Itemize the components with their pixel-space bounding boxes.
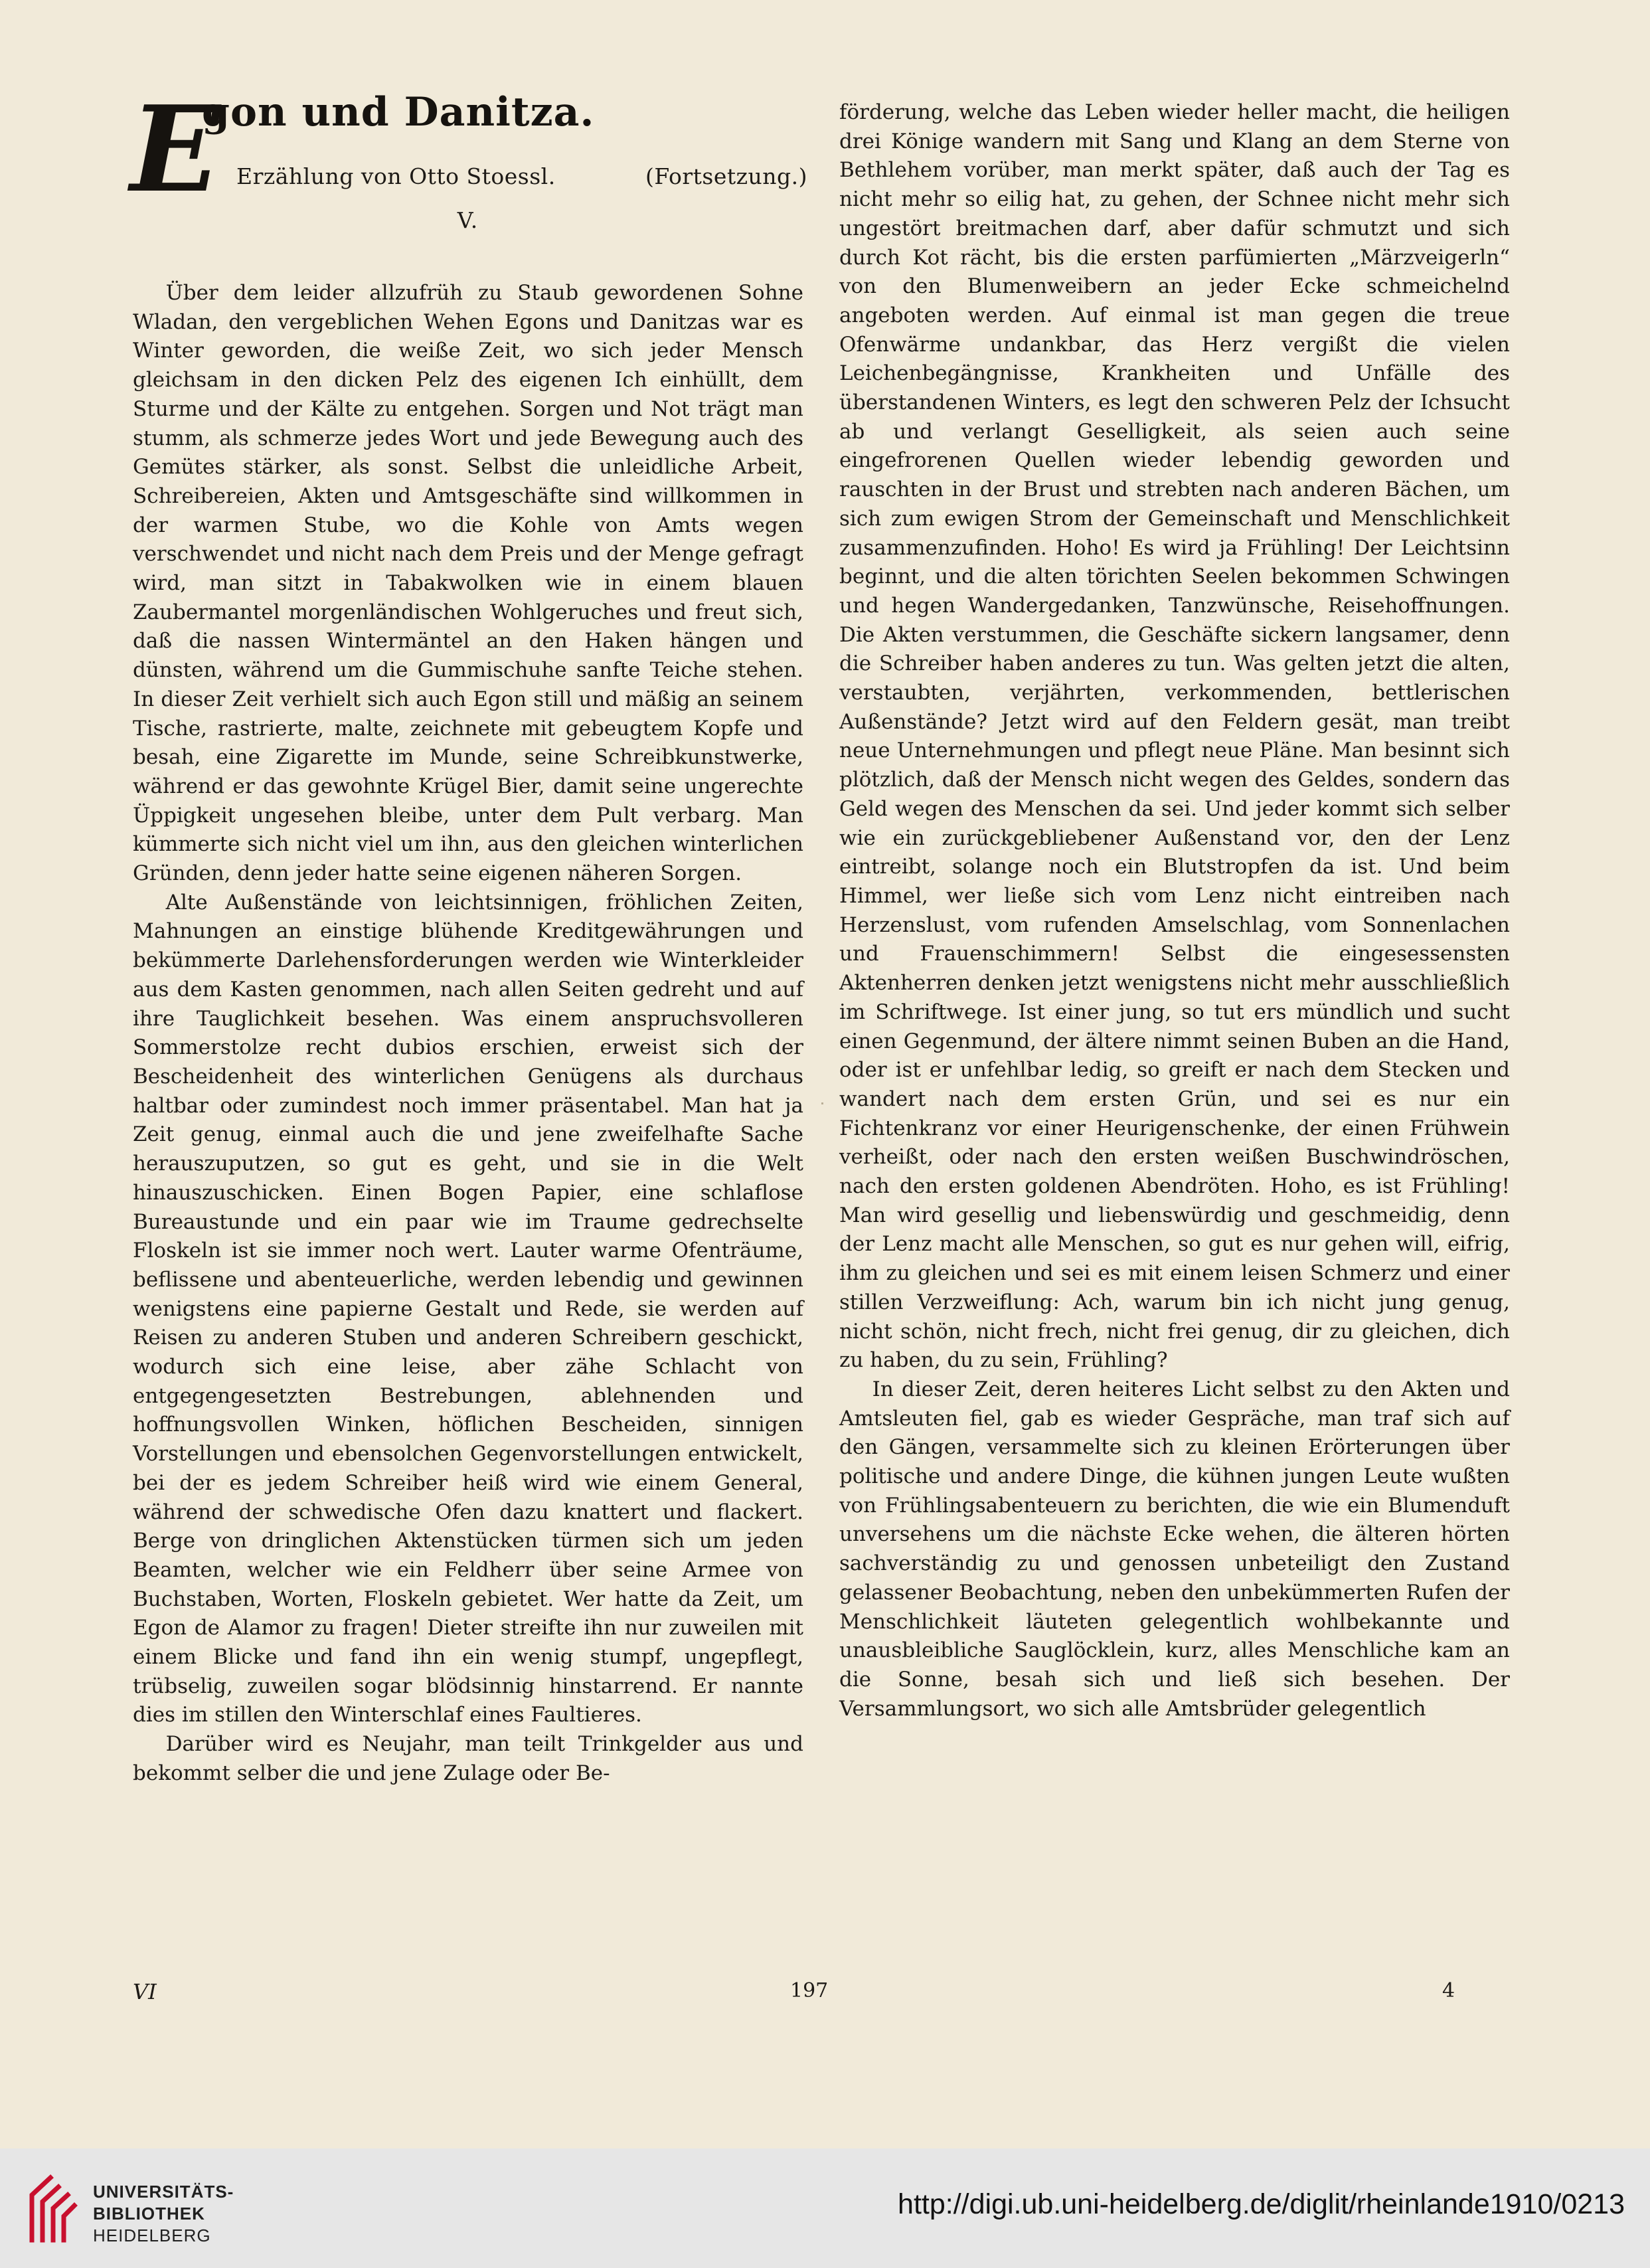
article-subtitle — [236, 162, 807, 191]
library-footer-bar — [0, 2148, 1650, 2268]
paragraph: In dieser Zeit, deren heiteres Licht selbst zu den Akten und Amtsleuten fiel, gab es wieder Gespräche, man traf sich auf den Gängen, versammelte sich zu kleinen Erörterungen über politische und andere Dinge, die kühnen jungen Leute wußten von Frühlingsabenteuern zu berichten, die wie ein Blumenduft unversehens um die nächste Ecke wehen, die älteren hörten sachverständig zu und genossen unbeteiligt den Zustand gelassener Beobachtung, neben den unbekümmerten Rufen der Menschlichkeit läuteten gelegentlich wohlbekannte und unausbleibliche Sauglöcklein, kurz, alles Menschliche kam an die Sonne, besah sich und ließ sich besehen. Der Versammlungsort, wo sich alle Amtsbrüder gelegentlich — [839, 1377, 1510, 1721]
paragraph: Über dem leider allzufrüh zu Staub gewordenen Sohne Wladan, den vergeblichen Wehen Egons und Danitzas war es Winter geworden, die weiße Zeit, wo sich jeder Mensch gleichsam in den dicken Pelz des eigenen Ich einhüllt, dem Sturme und der Kälte zu entgehen. Sorgen und Not trägt man stumm, als schmerze jedes Wort und jede Bewegung auch des Gemütes stärker, als sonst. Selbst die unleidliche Arbeit, Schreibereien, Akten und Amtsgeschäfte sind willkommen in der warmen Stube, wo die Kohle von Amts wegen verschwendet und nicht nach dem Preis und der Menge gefragt wird, man sitzt in Tabakwolken wie in einem blauen Zaubermantel morgenländischen Wohlgeruches und freut sich, daß die nassen Wintermäntel an den Haken hängen und dünsten, während um die Gummischuhe sanfte Teiche stehen. In dieser Zeit verhielt sich auch Egon still und mäßig an seinem Tische, rastrierte, malte, zeichnete mit gebeugtem Kopfe und besah, eine Zigarette im Munde, seine Schreibkunstwerke, während er das gewohnte Krügel Bier, damit seine ungerechte Üppigkeit ungesehen bleibe, unter dem Pult verbarg. Man kümmerte sich nicht viel um ihn, aus den gleichen winterlichen Gründen, denn jeder hatte seine eigenen näheren Sorgen. — [133, 281, 803, 886]
right-column — [839, 98, 1510, 1723]
print-mark — [821, 1102, 823, 1104]
signature-mark: 4 — [1442, 1979, 1455, 2002]
paragraph: Darüber wird es Neujahr, man teilt Trinkgelder aus und bekommt selber die und jene Zulage oder Be- — [133, 1732, 803, 1785]
drop-cap: E — [130, 80, 220, 218]
library-name-line-3: HEIDELBERG — [93, 2225, 211, 2245]
article-title: gon und Danitza. — [202, 89, 595, 135]
paragraph: Alte Außenstände von leichtsinnigen, fröhlichen Zeiten, Mahnungen an einstige blühende Kreditgewährungen und bekümmerte Darlehensforderungen werden wie Winterkleider aus dem Kasten genommen, nach allen Seiten gedreht und auf ihre Tauglichkeit besehen. Was einem anspruchsvolleren Sommerstolze recht dubios erschien, erweist sich der Bescheidenheit des winterlichen Genügens als durchaus haltbar oder zumindest noch immer präsentabel. Man hat ja Zeit genug, einmal auch die und jene zweifelhafte Sache herauszuputzen, so gut es geht, und sie in die Welt hinauszuschicken. Einen Bogen Papier, eine schlaflose Bureaustunde und ein paar wie im Traume gedrechselte Floskeln ist sie immer noch wert. Lauter warme Ofenträume, beflissene und abenteuerliche, werden lebendig und gewinnen wenigstens eine papierne Gestalt und Rede, sie werden auf Reisen zu anderen Stuben und anderen Schreibern geschickt, wodurch sich eine leise, aber zähe Schlacht von entgegengesetzten Bestrebungen, ablehnenden und hoffnungsvollen Winken, höflichen Bescheiden, sinnigen Vorstellungen und ebensolchen Gegenvorstellungen entwickelt, bei der es jedem Schreiber heiß wird wie einem General, während der schwedische Ofen dazu knattert und flackert. Berge von dringlichen Aktenstücken türmen sich um jeden Beamten, welcher wie ein Feldherr über seine Armee von Buchstaben, Worten, Floskeln gebietet. Wer hatte da Zeit, um Egon de Alamor zu fragen! Dieter streifte ihn nur zuweilen mit einem Blicke und fand ihn ein wenig stumpf, ungepflegt, trübselig, zuweilen sogar blödsinnig hinstarrend. Er nannte dies im stillen den Winterschlaf eines Faultieres. — [133, 890, 803, 1727]
chapter-number: V. — [457, 207, 479, 233]
library-name-line-1: UNIVERSITÄTS- — [93, 2182, 234, 2202]
volume-number: VI — [133, 1979, 157, 2004]
left-column — [130, 80, 807, 1788]
paragraph: förderung, welche das Leben wieder heller macht, die heiligen drei Könige wandern mit Sang und Klang an dem Sterne von Bethlehem vorüber, man merkt später, daß auch der Tag es nicht mehr so eilig hat, zu gehen, der Schnee nicht mehr sich ungestört breitmachen darf, aber dafür schmutzt und sich durch Kot rächt, bis die ersten parfümierten „Märzveigerln“ von den Blumenweibern an jeder Ecke schmeichelnd angeboten werden. Auf einmal ist man gegen die treue Ofenwärme undankbar, das Herz vergißt die vielen Leichenbegängnisse, Krankheiten und Unfälle des überstandenen Winters, es legt den schweren Pelz der Ichsucht ab und verlangt Geselligkeit, als seien auch seine eingefrorenen Quellen wieder lebendig geworden und rauschten in der Brust und strebten nach anderen Bächen, um sich zum ewigen Strom der Gemeinschaft und Menschlichkeit zusammenzufinden. Hoho! Es wird ja Frühling! Der Leichtsinn beginnt, und die alten törichten Seelen bekommen Schwingen und hegen Wandergedanken, Tanzwünsche, Reisehoffnungen. Die Akten verstummen, die Geschäfte sickern langsamer, denn die Schreiber haben anderes zu tun. Was gelten jetzt die alten, verstaubten, verjährten, verkommenden, bettlerischen Außenstände? Jetzt wird auf den Feldern gesät, man treibt neue Unternehmungen und pflegt neue Pläne. Man besinnt sich plötzlich, daß der Mensch nicht wegen des Geldes, sondern das Geld wegen des Menschen da sei. Und jeder kommt sich selber wie ein zurückgebliebener Außenstand vor, den der Lenz eintreibt, solange noch ein Blutstropfen da ist. Und beim Himmel, wer ließe sich vom Lenz nicht eintreiben nach Herzenslust, vom rufenden Amselschlag, vom Sonnenlachen und Frauenschimmern! Selbst die eingesessensten Aktenherren denken jetzt wenigstens nicht mehr ausschließlich im Schriftwege. Ist einer jung, so tut ers mündlich und sucht einen Gegenmund, der ältere nimmt seinen Buben an die Hand, oder ist er unfehlbar ledig, so greift er nach dem Stecken und wandert nach dem ersten Grün, und sei es nur ein Fichtenkranz vor einer Heurigenschenke, der einen Frühwein verheißt, oder nach den ersten weißen Buschwindröschen, nach den ersten goldenen Abendröten. Hoho, es ist Frühling! Man wird gesellig und liebenswürdig und geschmeidig, denn der Lenz macht alle Menschen, so gut es nur gehen will, eifrig, ihm zu gleichen und sei es mit einem leisen Schmerz und einer stillen Verzweiflung: Ach, warum bin ich nicht jung genug, nicht schön, nicht frech, nicht frei genug, dir zu gleichen, dich zu haben, du zu sein, Frühling? — [839, 100, 1510, 1373]
page-number: 197 — [790, 1979, 829, 2002]
continuation-note: (Fortsetzung.) — [645, 163, 807, 189]
library-name-line-2: BIBLIOTHEK — [93, 2204, 205, 2224]
permalink-url[interactable]: http://digi.ub.uni-heidelberg.de/diglit/rheinlande1910/0213 — [898, 2188, 1625, 2220]
library-logo-icon — [17, 2168, 84, 2248]
author-line: Erzählung von Otto Stoessl. — [236, 163, 556, 189]
title-block — [130, 80, 807, 279]
